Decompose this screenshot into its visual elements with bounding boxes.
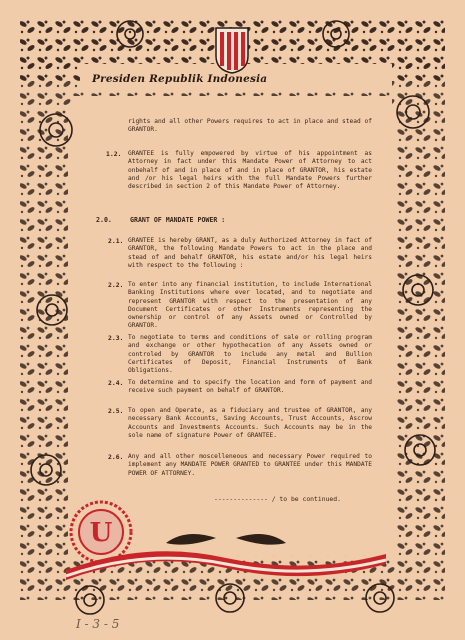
- section-heading: GRANT OF MANDATE POWER :: [130, 216, 226, 224]
- paragraph-number: 2.6.: [108, 453, 124, 461]
- continuation-note: -------------- / to be continued.: [214, 495, 341, 503]
- paragraph-text: rights and all other Powers requires to act in place and stead of GRANTOR.: [128, 118, 372, 134]
- document-header-title: Presiden Republik Indonesia: [92, 73, 268, 85]
- paragraph-number: 1.2.: [106, 150, 122, 158]
- red-white-crest-icon: [214, 26, 250, 74]
- paragraph-number: 2.2.: [108, 281, 124, 289]
- paragraph-number: 2.1.: [108, 237, 124, 245]
- section-number: 2.0.: [96, 216, 112, 224]
- paragraph-text: To enter into any financial institution, to include International Banking Institutions where ever located, and to negotiate and represent GRANTOR with respect to the presentation of any Document Certificates or other Instruments representing the ownership or control of any Assets owned or Controlled by GRANTOR.: [128, 281, 372, 330]
- handwritten-page-note: I - 3 - 5: [76, 617, 120, 631]
- paragraph-number: 2.5.: [108, 407, 124, 415]
- paragraph-text: Any and all other moscelleneous and necessary Power required to implement any MANDATE POWER GRANTED to GRANTEE under this MANDATE POWER OF ATTORNEY.: [128, 453, 372, 477]
- paragraph-text: GRANTEE is hereby GRANT, as a duly Authorized Attorney in fact of GRANTOR, the following Mandate Powers to act in the place and stead of and behalf GRANTOR, his estate and/or his legal heirs with respect to the following :: [128, 237, 372, 269]
- paragraph-text: To determine and to specify the location and form of payment and receive such payment on behalf of GRANTOR.: [128, 379, 372, 395]
- red-white-ribbon: [66, 520, 386, 590]
- paragraph-text: To open and Operate, as a fiduciary and trustee of GRANTOR, any necessary Bank Accounts, Saving Accounts, Trust Accounts, Ascrow Accounts and Investments Accounts. Such Accounts may be in the sole name of signature Power of GRANTEE.: [128, 407, 372, 439]
- paragraph-text: To negotiate to terms and conditions of sale or rolling program and exchange or other hypothecation of any Assets owned or controled by GRANTOR to include any metal and Bullion Certificates of Deposit, Financial Instruments of Bank Obligations.: [128, 334, 372, 375]
- svg-text:U: U: [89, 518, 113, 548]
- paragraph-text: GRANTEE is fully empowered by virtue of his appointment as Attorney in fact under this Mandate Power of Attorney to act onbehalf of and in place of and in place of GRANTOR, his estate and /or his legal heirs with the full Mandate Powers further described in section 2 of this Mandate Power of Attorney.: [128, 150, 372, 191]
- paragraph-number: 2.3.: [108, 334, 124, 342]
- paragraph-number: 2.4.: [108, 379, 124, 387]
